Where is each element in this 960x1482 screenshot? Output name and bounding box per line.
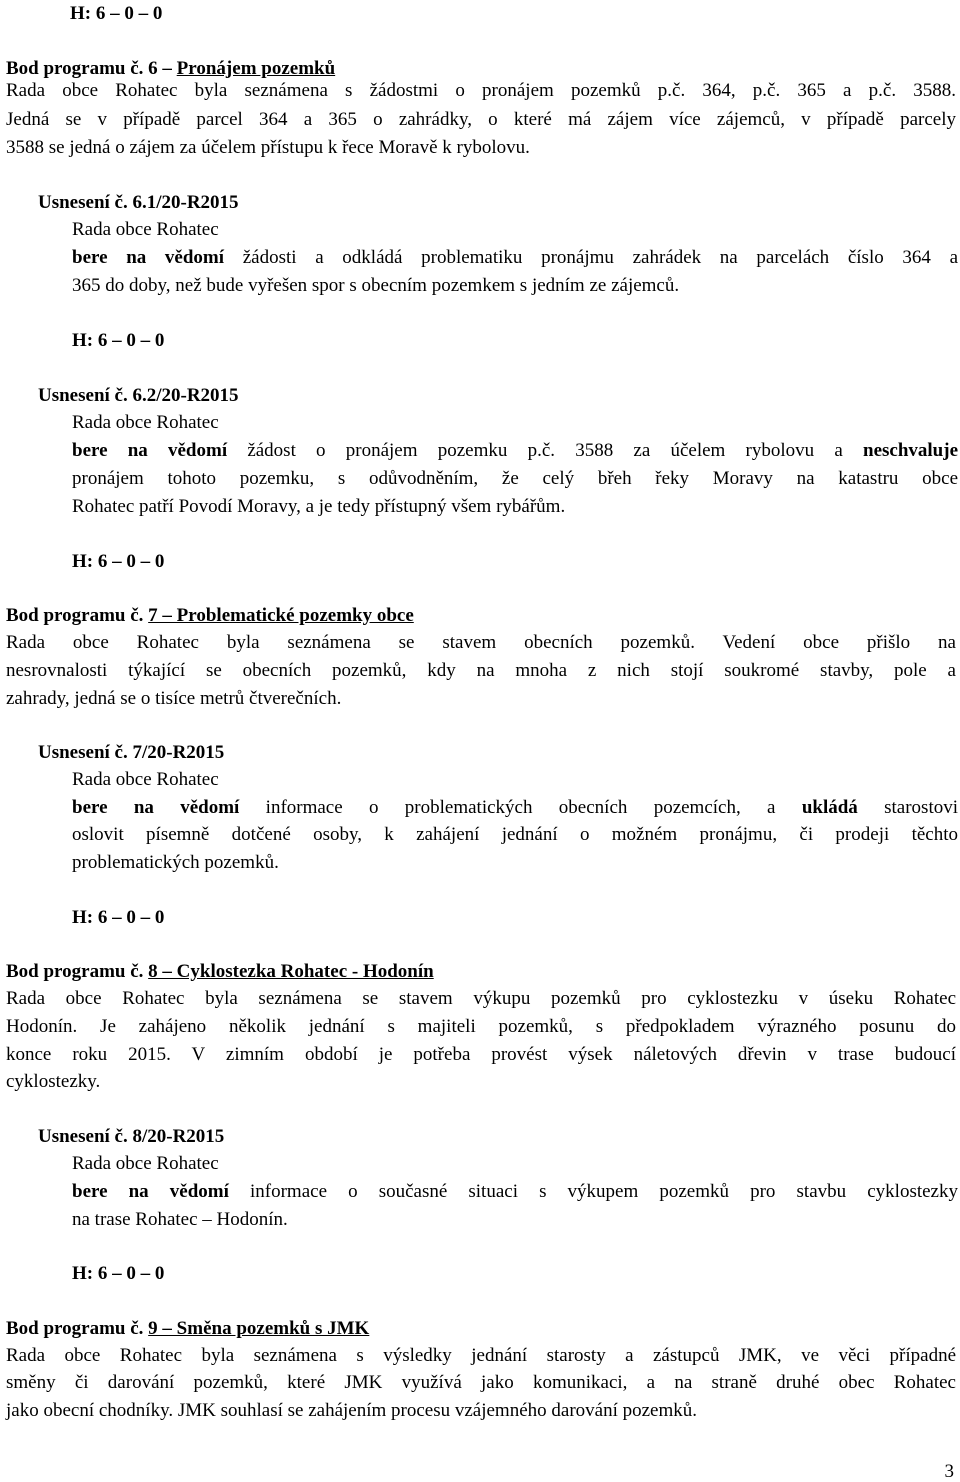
- paragraph-line: směny či darování pozemků, které JMK využívá jako komunikaci, a na straně druhé obec Rohatec: [6, 1372, 956, 1393]
- council-name: Rada obce Rohatec: [72, 412, 219, 433]
- vote-result: H: 6 – 0 – 0: [72, 551, 165, 572]
- agenda-item-heading: Bod programu č. 6 – Pronájem pozemků: [6, 58, 336, 79]
- resolution-line: bere na vědomí žádosti a odkládá problematiku pronájmu zahrádek na parcelách číslo 364 a: [72, 247, 959, 268]
- paragraph-line: zahrady, jedná se o tisíce metrů čtverečních.: [6, 688, 342, 709]
- paragraph-line: Rada obce Rohatec byla seznámena s výsledky jednání starosty a zástupců JMK, ve věci případné: [6, 1345, 956, 1366]
- resolution-line: bere na vědomí informace o problematických obecních pozemcích, a ukládá starostovi: [72, 797, 958, 818]
- council-name: Rada obce Rohatec: [72, 219, 219, 240]
- paragraph-line: Rada obce Rohatec byla seznámena se stavem výkupu pozemků pro cyklostezku v úseku Rohatec: [6, 988, 956, 1009]
- paragraph-line: Jedná se v případě parcel 364 a 365 o zahrádky, o které má zájem více zájemců, v případě parcely: [6, 109, 956, 130]
- vote-result: H: 6 – 0 – 0: [72, 907, 165, 928]
- paragraph-line: jako obecní chodníky. JMK souhlasí se zahájením procesu vzájemného darování pozemků.: [6, 1400, 698, 1421]
- resolution-line: problematických pozemků.: [72, 852, 279, 873]
- vote-result: H: 6 – 0 – 0: [70, 3, 163, 24]
- paragraph-line: cyklostezky.: [6, 1071, 101, 1092]
- resolution-line: na trase Rohatec – Hodonín.: [72, 1209, 288, 1230]
- resolution-line: Rohatec patří Povodí Moravy, a je tedy přístupný všem rybářům.: [72, 496, 566, 517]
- agenda-item-heading: Bod programu č. 9 – Směna pozemků s JMK: [6, 1318, 370, 1339]
- resolution-line: oslovit písemně dotčené osoby, k zahájení jednání o možném pronájmu, či prodeji těchto: [72, 824, 958, 845]
- resolution-title: Usnesení č. 8/20-R2015: [38, 1126, 225, 1147]
- vote-result: H: 6 – 0 – 0: [72, 330, 165, 351]
- council-name: Rada obce Rohatec: [72, 1153, 219, 1174]
- resolution-line: 365 do doby, než bude vyřešen spor s obecním pozemkem s jedním ze zájemců.: [72, 275, 680, 296]
- agenda-item-heading: Bod programu č. 8 – Cyklostezka Rohatec - Hodonín: [6, 961, 434, 982]
- paragraph-line: konce roku 2015. V zimním období je potřeba provést výsek náletových dřevin v trase budoucí: [6, 1044, 956, 1065]
- resolution-title: Usnesení č. 6.1/20-R2015: [38, 192, 239, 213]
- resolution-line: bere na vědomí informace o současné situaci s výkupem pozemků pro stavbu cyklostezky: [72, 1181, 958, 1202]
- paragraph-line: Hodonín. Je zahájeno několik jednání s majiteli pozemků, s předpokladem výrazného posunu do: [6, 1016, 956, 1037]
- paragraph-line: 3588 se jedná o zájem za účelem přístupu k řece Moravě k rybolovu.: [6, 137, 530, 158]
- paragraph-line: nesrovnalosti týkající se obecních pozemků, kdy na mnoha z nich stojí soukromé stavby, pole a: [6, 660, 956, 681]
- resolution-title: Usnesení č. 7/20-R2015: [38, 742, 225, 763]
- page-number: 3: [944, 1461, 954, 1482]
- vote-result: H: 6 – 0 – 0: [72, 1263, 165, 1284]
- resolution-line: bere na vědomí žádost o pronájem pozemku p.č. 3588 za účelem rybolovu a neschvaluje: [72, 440, 958, 461]
- paragraph-line: Rada obce Rohatec byla seznámena se stavem obecních pozemků. Vedení obce přišlo na: [6, 632, 956, 653]
- resolution-line: pronájem tohoto pozemku, s odůvodněním, že celý břeh řeky Moravy na katastru obce: [72, 468, 958, 489]
- agenda-item-heading: Bod programu č. 7 – Problematické pozemky obce: [6, 605, 414, 626]
- resolution-title: Usnesení č. 6.2/20-R2015: [38, 385, 239, 406]
- council-name: Rada obce Rohatec: [72, 769, 219, 790]
- paragraph-line: Rada obce Rohatec byla seznámena s žádostmi o pronájem pozemků p.č. 364, p.č. 365 a p.č. 3588.: [6, 80, 956, 101]
